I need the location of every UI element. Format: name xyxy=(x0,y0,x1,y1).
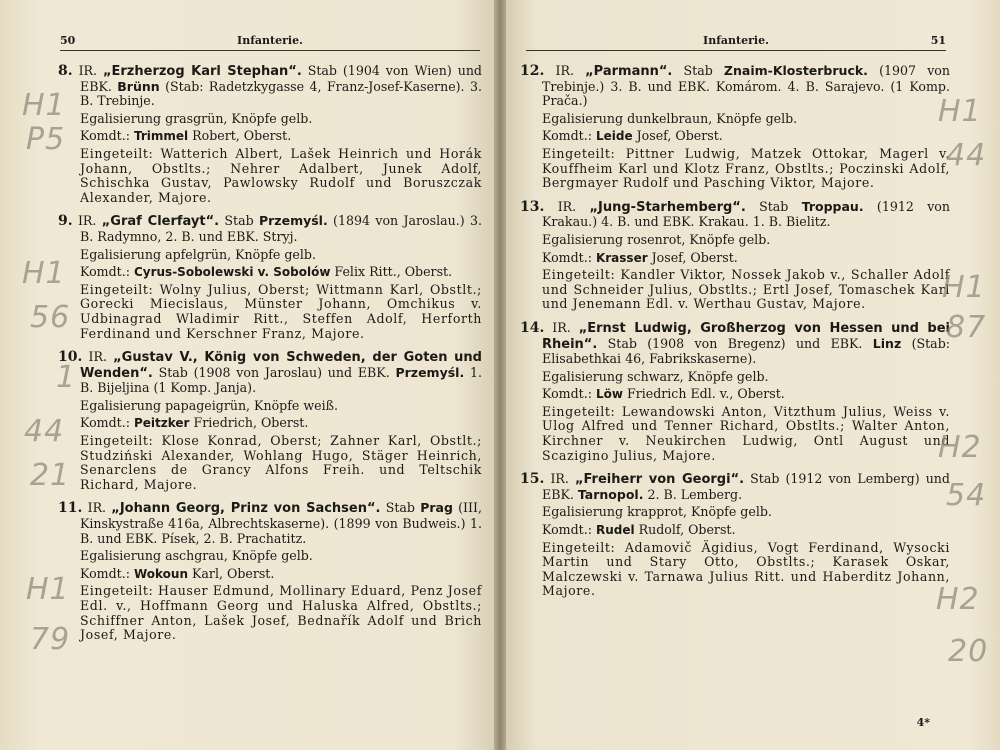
eingeteilt: Eingeteilt: Adamovič Ägidius, Vogt Ferdinand, Wysocki Martin und Stary Otto, Obstlts.; Karasek Oskar, Malczewski v. Tarnawa Julius Ritt. und Haberditz Johann, Majore. xyxy=(542,539,950,599)
right-content xyxy=(520,64,950,608)
regiment-name: „Graf Clerfayt“. xyxy=(101,214,220,230)
kommandant-name: Rudel xyxy=(595,523,635,538)
entry-prefix: IR. xyxy=(87,500,112,516)
kommandant-label: Komdt.: xyxy=(542,249,596,265)
page-number: 51 xyxy=(930,34,946,47)
right-running-head xyxy=(526,32,946,51)
pencil-note: H2 xyxy=(936,582,980,617)
egalisierung: Egalisierung dunkelbraun, Knöpfe gelb. xyxy=(542,110,798,126)
entry-head-tail: (III, Kinskystraße 416a, Albrechtskaserne). (1899 von Budweis.) 1. B. und EBK. Písek, 2. B. Prachatitz. xyxy=(80,500,482,546)
entry-prefix: IR. xyxy=(552,319,579,335)
kommandant xyxy=(520,523,950,538)
egalisierung: Egalisierung grasgrün, Knöpfe gelb. xyxy=(80,110,313,126)
garrison-city: Brünn xyxy=(117,78,160,94)
entry-number: 12. xyxy=(520,63,545,79)
kommandant xyxy=(58,129,482,144)
kommandant-label: Komdt.: xyxy=(80,128,134,144)
regiment-name: „Erzherzog Karl Stephan“. xyxy=(102,64,302,79)
entry-prefix: IR. xyxy=(88,349,114,365)
pencil-note: 20 xyxy=(948,634,989,669)
entry-prefix: IR. xyxy=(557,198,590,214)
entry-head-rest: Stab (1912 von Lemberg) und EBK. xyxy=(542,471,950,502)
pencil-note: H1 xyxy=(938,94,982,129)
pencil-note: 1 xyxy=(56,360,77,395)
entry-prefix: IR. xyxy=(555,63,586,78)
kommandant-name: Löw xyxy=(595,387,623,402)
pencil-note: H1 xyxy=(22,256,66,291)
entry-head-tail: (1894 von Jaroslau.) 3. B. Radymno, 2. B. und EBK. Stryj. xyxy=(80,213,482,244)
garrison-city: Prag xyxy=(420,500,453,516)
entry-heading xyxy=(520,321,950,367)
regiment-name: „Gustav V., König von Schweden, der Goten und Wenden“. xyxy=(80,350,482,381)
regiment-name: „Freiherr von Georgi“. xyxy=(574,472,745,488)
entry-number: 13. xyxy=(520,198,545,215)
kommandant-rest: Rudolf, Oberst. xyxy=(634,522,736,538)
entry-head-tail: (Stab: Elisabethkai 46, Fabrikskaserne). xyxy=(542,335,950,367)
egalisierung: Egalisierung papageigrün, Knöpfe weiß. xyxy=(80,397,339,413)
regiment-entry xyxy=(58,64,482,205)
egalisierung: Egalisierung schwarz, Knöpfe gelb. xyxy=(542,368,769,384)
pencil-note: P5 xyxy=(26,122,66,157)
pencil-note: 56 xyxy=(30,300,71,335)
kommandant xyxy=(58,265,482,280)
kommandant-label: Komdt.: xyxy=(80,264,134,280)
kommandant-name: Krasser xyxy=(595,250,648,265)
regiment-name: „Ernst Ludwig, Großherzog von Hessen und bei Rhein“. xyxy=(542,320,950,352)
regiment-entry xyxy=(58,350,482,492)
entry-heading xyxy=(58,501,482,546)
entry-number: 9. xyxy=(58,213,73,230)
garrison-city: Przemyśl. xyxy=(258,213,328,229)
regiment-entry xyxy=(520,321,950,463)
entry-heading xyxy=(58,350,482,396)
eingeteilt: Eingeteilt: Kandler Viktor, Nossek Jakob v., Schaller Adolf und Schneider Julius, Obstlts.; Ertl Josef, Tomaschek Karl und Jenemann Edl. v. Werthau Gustav, Majore. xyxy=(542,267,950,312)
entry-prefix: IR. xyxy=(77,213,102,229)
garrison-city: Tarnopol. xyxy=(577,486,644,502)
kommandant-label: Komdt.: xyxy=(80,565,134,581)
pencil-note: 44 xyxy=(24,414,65,449)
entry-number: 15. xyxy=(520,471,545,488)
eingeteilt: Eingeteilt: Klose Konrad, Oberst; Zahner Karl, Obstlt.; Studziński Alexander, Wohlang Hugo, Stäger Heinrich, Senarclens de Grancy Alfons Freih. und Teltschik Richard, Majore. xyxy=(80,433,482,492)
entry-head-rest: Stab xyxy=(745,198,802,214)
regiment-name: „Parmann“. xyxy=(585,64,673,79)
eingeteilt: Eingeteilt: Watterich Albert, Lašek Heinrich und Horák Johann, Obstlts.; Nehrer Adalbert, Junek Adolf, Schischka Gustav, Pawlowsky Rudolf und Boruszczak Alexander, Majore. xyxy=(80,145,482,205)
running-title: Infanterie. xyxy=(703,34,769,47)
entry-number: 8. xyxy=(58,63,73,79)
left-page xyxy=(0,0,494,750)
garrison-city: Linz xyxy=(872,335,902,351)
running-title: Infanterie. xyxy=(237,34,303,47)
entry-number: 11. xyxy=(58,500,83,517)
kommandant-name: Trimmel xyxy=(133,129,189,144)
kommandant xyxy=(520,129,950,144)
pencil-note: 87 xyxy=(946,310,987,345)
book-gutter xyxy=(494,0,506,750)
pencil-note: 54 xyxy=(946,478,987,513)
kommandant-name: Leide xyxy=(595,129,633,144)
entry-head-tail: 2. B. Lemberg. xyxy=(643,486,743,502)
entry-head-rest: Stab (1904 von Wien) und EBK. xyxy=(80,63,482,94)
entry-head-tail: (1907 von Trebinje.) 3. B. und EBK. Komárom. 4. B. Sarajevo. (1 Komp. Prača.) xyxy=(542,63,950,109)
kommandant xyxy=(58,567,482,582)
pencil-note: H1 xyxy=(26,572,70,607)
kommandant-label: Komdt.: xyxy=(80,415,134,431)
left-content xyxy=(58,64,482,652)
entry-heading xyxy=(58,64,482,109)
regiment-entry xyxy=(58,214,482,341)
garrison-city: Znaim-Klosterbruck. xyxy=(723,63,868,78)
pencil-note: 44 xyxy=(946,138,987,173)
entry-heading xyxy=(520,472,950,502)
entry-head-tail: (1912 von Krakau.) 4. B. und EBK. Krakau. 1. B. Bielitz. xyxy=(542,198,950,230)
regiment-entry xyxy=(58,501,482,642)
entry-head-rest: Stab (1908 von Bregenz) und EBK. xyxy=(597,335,873,351)
pencil-note: 79 xyxy=(30,622,71,657)
entry-head-tail: (Stab: Radetzkygasse 4, Franz-Josef-Kaserne). 3. B. Trebinje. xyxy=(80,78,482,109)
kommandant-label: Komdt.: xyxy=(542,386,596,402)
kommandant-rest: Robert, Oberst. xyxy=(188,128,292,144)
pencil-note: H2 xyxy=(938,430,982,465)
signature-mark: 4* xyxy=(916,716,930,729)
entry-heading xyxy=(520,200,950,230)
entry-head-rest: Stab (1908 von Jaroslau) und EBK. xyxy=(152,364,396,380)
egalisierung: Egalisierung rosenrot, Knöpfe gelb. xyxy=(542,231,771,247)
entry-head-rest: Stab xyxy=(380,500,421,516)
regiment-entry xyxy=(520,472,950,599)
entry-heading xyxy=(58,214,482,244)
kommandant-rest: Josef, Oberst. xyxy=(632,128,723,144)
egalisierung: Egalisierung krapprot, Knöpfe gelb. xyxy=(542,504,772,520)
pencil-note: H1 xyxy=(942,270,986,305)
regiment-name: „Johann Georg, Prinz von Sachsen“. xyxy=(111,501,381,517)
entry-prefix: IR. xyxy=(78,63,103,78)
eingeteilt: Eingeteilt: Lewandowski Anton, Vitzthum Julius, Weiss v. Ulog Alfred und Tenner Richard, Obstlts.; Walter Anton, Kirchner v. Neukirchen Ludwig, Ontl August und Scazigino Julius, Majore. xyxy=(542,403,950,463)
eingeteilt: Eingeteilt: Wolny Julius, Oberst; Wittmann Karl, Obstlt.; Gorecki Miecislaus, Münster Johann, Omchikus v. Udbinagrad Wladimir Ritt., Steffen Adolf, Herforth Ferdinand und Kerschner Franz, Majore. xyxy=(80,281,482,341)
kommandant-rest: Friedrich, Oberst. xyxy=(189,415,309,431)
page-number: 50 xyxy=(60,34,76,47)
entry-prefix: IR. xyxy=(550,471,575,487)
kommandant-rest: Friedrich Edl. v., Oberst. xyxy=(622,386,785,402)
kommandant-name: Wokoun xyxy=(133,566,189,581)
kommandant xyxy=(520,251,950,266)
eingeteilt: Eingeteilt: Pittner Ludwig, Matzek Ottokar, Magerl v. Kouffheim Karl und Klotz Franz, Obstlts.; Poczinski Adolf, Bergmayer Rudolf und Pasching Viktor, Majore. xyxy=(542,145,950,191)
garrison-city: Przemyśl. xyxy=(395,364,465,380)
left-running-head xyxy=(60,32,480,51)
entry-head-rest: Stab xyxy=(219,213,259,229)
kommandant-rest: Felix Ritt., Oberst. xyxy=(330,264,453,280)
kommandant-label: Komdt.: xyxy=(542,522,596,538)
egalisierung: Egalisierung aschgrau, Knöpfe gelb. xyxy=(80,548,313,564)
regiment-entry xyxy=(520,64,950,191)
pencil-note: 21 xyxy=(30,458,71,493)
entry-head-tail: 1. B. Bijeljina (1 Komp. Janja). xyxy=(80,364,482,396)
eingeteilt: Eingeteilt: Hauser Edmund, Mollinary Eduard, Penz Josef Edl. v., Hoffmann Georg und Haluska Alfred, Obstlts.; Schiffner Anton, Lašek Josef, Bednařík Adolf und Brich Josef, Majore. xyxy=(80,583,482,643)
entry-head-rest: Stab xyxy=(672,63,724,78)
pencil-note: H1 xyxy=(22,88,66,123)
kommandant xyxy=(520,387,950,402)
garrison-city: Troppau. xyxy=(801,198,864,214)
regiment-entry xyxy=(520,200,950,312)
kommandant-rest: Karl, Oberst. xyxy=(188,565,275,581)
kommandant-rest: Josef, Oberst. xyxy=(647,249,738,265)
entry-number: 10. xyxy=(58,349,83,366)
kommandant-name: Peitzker xyxy=(133,416,190,431)
entry-heading xyxy=(520,64,950,109)
kommandant xyxy=(58,416,482,431)
entry-number: 14. xyxy=(520,319,545,336)
egalisierung: Egalisierung apfelgrün, Knöpfe gelb. xyxy=(80,246,316,262)
regiment-name: „Jung-Starhemberg“. xyxy=(589,199,746,215)
right-page xyxy=(506,0,1000,750)
kommandant-label: Komdt.: xyxy=(542,128,596,144)
kommandant-name: Cyrus-Sobolewski v. Sobolów xyxy=(133,265,331,280)
